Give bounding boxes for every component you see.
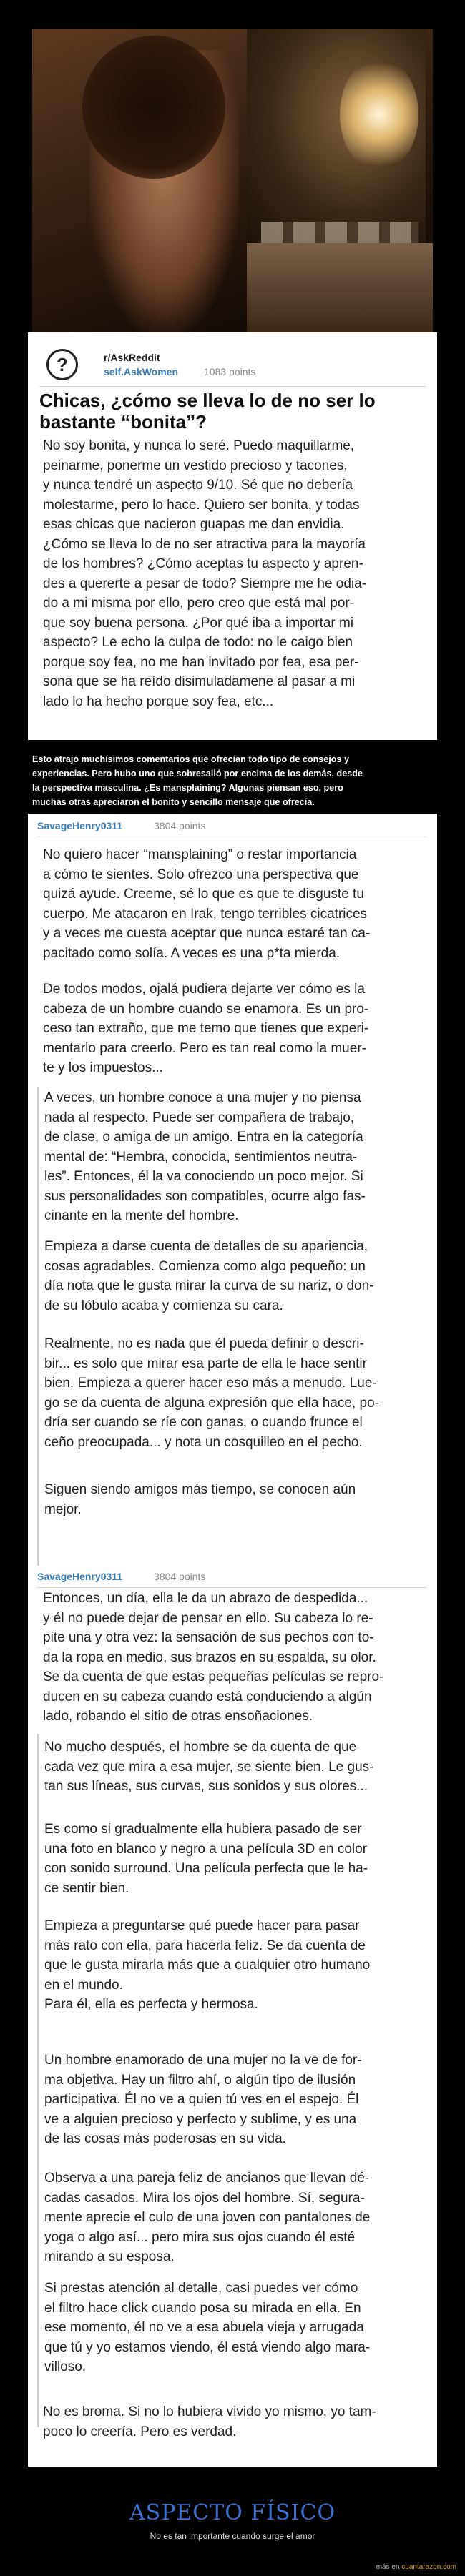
quote-bar [37,1734,39,2427]
lamp-light [340,57,418,172]
photo-woman-mirror [32,29,433,332]
source-link[interactable] [376,2563,456,2571]
meme-subtitle: No es tan importante cuando surge el amor [150,2531,315,2541]
quoted-paragraph: A veces, un hombre conoce a una mujer y no piensa nada al respecto. Puede ser compañera de trabajo, de clase, o amiga de un amigo. Entra en la categoría mental de: “Hembra, conocida, sentimientos neutra- les”. Entonces, él la va conociendo un poco mejor. Si sus personalidades son compatibles, ocurre algo fas- cinante en la mente del hombre. [44,1090,366,1223]
quoted-paragraph: Empieza a darse cuenta de detalles de su apariencia, cosas agradables. Comienza como algo pequeño: un día nota que le gusta mirar la curva de su nariz, o don- de su lóbulo acaba y comienza su cara. [44,1239,374,1313]
comment-author[interactable]: SavageHenry0311 [37,1571,123,1582]
comment-points: 3804 points [154,1571,206,1582]
comment-paragraph: No es broma. Si no lo hubiera vivido yo mismo, yo tam- poco lo creería. Pero es verdad. [43,2404,376,2439]
comment-paragraph: No quiero hacer “mansplaining” o restar importancia a cómo te sientes. Solo ofrezco una perspectiva que quizá ayude. Creeme, sé lo que es que te disguste tu cuerpo. Me atacaron en Irak, tengo terribles cicatrices y a veces me cuesta aceptar que nunca estaré tan ca- pacitado como solía. A veces es una p*ta mierda. [43,847,371,961]
subreddit-name[interactable]: r/AskReddit [104,352,160,363]
quoted-paragraph: Es como si gradualmente ella hubiera pasado de ser una foto en blanco y negro a una película 3D en color con sonido surround. Una película perfecta que le ha- ce sentir bien. [44,1822,368,1896]
quoted-paragraph: Si prestas atención al detalle, casi puedes ver cómo el filtro hace click cuando posa su mirada en ella. En ese momento, él no ve a esa abuela vieja y arrugada que tú y yo estamos viendo, él está viendo algo mara- villoso. [44,2281,371,2374]
quoted-paragraph: Un hombre enamorado de una mujer no la ve de for- ma objetiva. Hay un filtro ahí, o algún tipo de ilusión participativa. Él no ve a quien tú ves en el espejo. Él ve a alguien precioso y perfecto y sublime, y es una de las cosas más poderosas en su vida. [44,2053,362,2146]
quoted-paragraph: Siguen siendo amigos más tiempo, se conocen aún mejor. [44,1482,356,1517]
quoted-paragraph: Observa a una pareja feliz de ancianos que llevan dé- cadas casados. Mira los ojos del hombre. Sí, segura- mente aprecie el culo de una joven con pantalones de yoga o algo así... pero mira sus ojos cuando él esté mirando a su esposa. [44,2171,371,2264]
post-header [39,342,426,385]
post-title: Chicas, ¿cómo se lleva lo de no ser lo bastante “bonita”? [39,390,376,433]
woman-hair [82,36,225,179]
vanity-table [247,243,433,332]
post-points: 1083 points [204,366,256,377]
comment-paragraph: Entonces, un día, ella le da un abrazo de despedida... y él no puede dejar de pensar en ello. Su cabeza lo re- pite una y otra vez: la sensación de sus pechos con to- da la ropa en medio, sus brazos en su espalda, su olor. Se da cuenta de que estas pequeñas películas se repro- ducen en su cabeza cuando está conduciendo a algún lado, robando el sitio de otras ensoñaciones. [43,1591,384,1724]
quoted-paragraph: Realmente, no es nada que él pueda definir o descri- bir... es solo que mirar esa parte de ella le hace sentir bien. Empieza a querer hacer eso más a menudo. Lue- go se da cuenta de alguna expresión que ella hace, po- dría ser cuando se ríe con ganas, o cuando frunce el ceño preocupada... y nota un cosquilleo en el pecho. [44,1336,379,1450]
comment-paragraph: De todos modos, ojalá pudiera dejarte ver cómo es la cabeza de un hombre cuando se enamora. Es un pro- ceso tan extraño, que me temo que tienes que experi- mentarlo para creerlo. Pero es tan real como la muer- te y los impuestos... [43,982,369,1075]
context-note: Esto atrajo muchísimos comentarios que ofrecían todo tipo de consejos y experiencias. Pero hubo uno que sobresalió por encima de los demás, desde la perspectiva masculina. ¿Es mansplaining? Algunas piensan eso, pero muchas otras apreciaron el bonito y sencillo mensaje que ofrecía. [32,754,363,807]
quoted-paragraph: No mucho después, el hombre se da cuenta de que cada vez que mira a esa mujer, se siente bien. Le gus- tan sus líneas, sus curvas, sus sonidos y sus olores... [44,1739,374,1794]
comment-points: 3804 points [154,820,206,831]
source-site[interactable]: cuantarazon.com [401,2563,456,2571]
divider [37,1587,427,1588]
source-prefix: más en [376,2563,402,2571]
comment-author[interactable]: SavageHenry0311 [37,820,123,831]
divider [39,386,426,387]
meme-title: ASPECTO FÍSICO [129,2500,336,2525]
quote-bar [37,1087,39,1566]
askreddit-logo-icon [46,349,78,380]
quoted-paragraph: Empieza a preguntarse qué puede hacer para pasar más rato con ella, para hacerla feliz. Se da cuenta de que le gusta mirarla más que a cualquier otro humano en el mundo. Para él, ella es perfecta y hermosa. [44,1918,371,2012]
post-author[interactable]: self.AskWomen [104,366,178,377]
post-body: No soy bonita, y nunca lo seré. Puedo maquillarme, peinarme, ponerme un vestido precioso y tacones, y nunca tendré un aspecto 9/10. Sé que no debería molestarme, pero lo hace. Quiero ser bonita, y todas esas chicas que nacieron guapas me dan envidia. ¿Cómo se lleva lo de no ser atractiva para la mayoría de los hombres? ¿Cómo aceptas tu aspecto y apren- des a quererte a pesar de todo? Siempre me he odia- do a mi misma por ello, pero creo que está mal por- que soy buena persona. ¿Por qué iba a importar mi aspecto? Le echo la culpa de todo: no le caigo bien porque soy fea, no me han invitado por fea, esa per- sona que se ha reído disimuladamene al pasar a mi lado lo ha hecho porque soy fea, etc... [43,438,367,709]
